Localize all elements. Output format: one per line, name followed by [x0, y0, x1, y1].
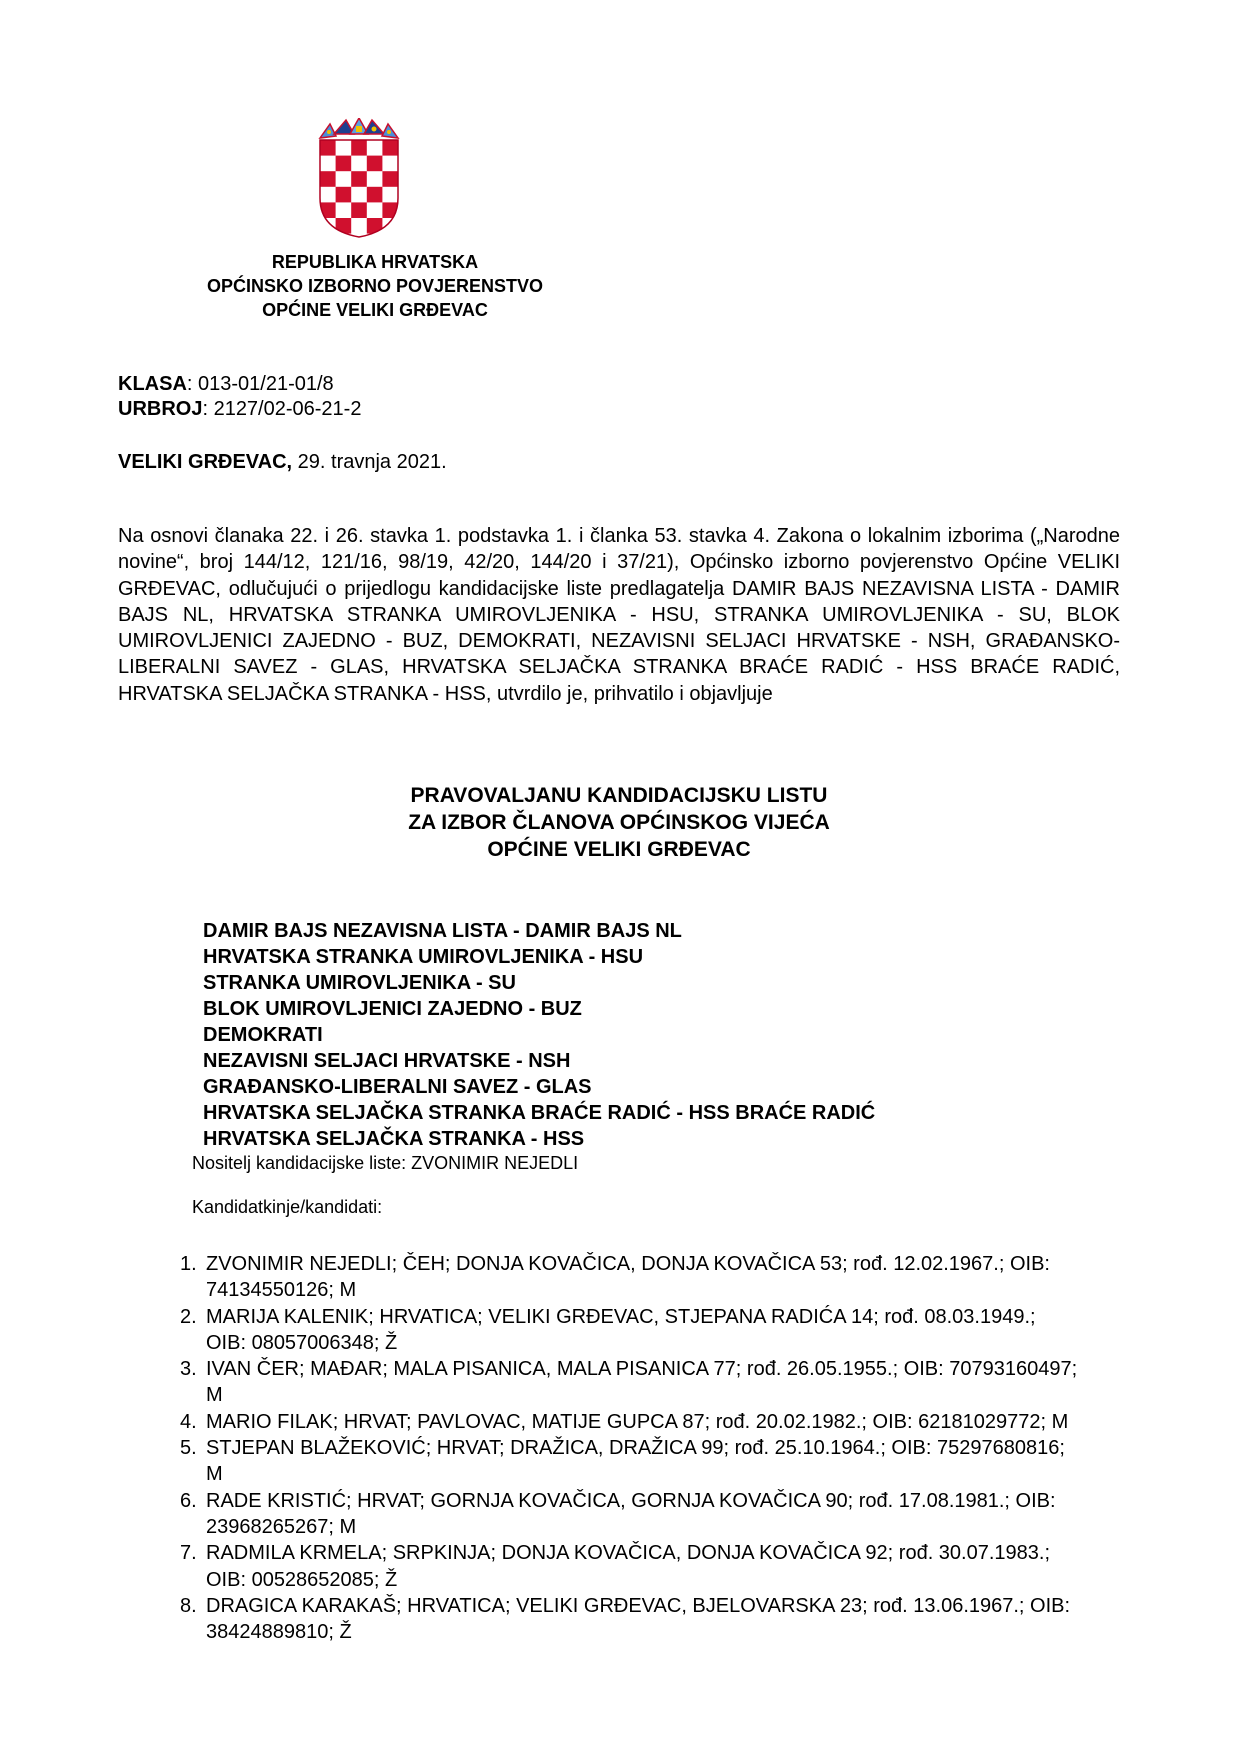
candidate-details: MARIJA KALENIK; HRVATICA; VELIKI GRĐEVAC, STJEPANA RADIĆA 14; rođ. 08.03.1949.; OIB: 08057006348; Ž	[206, 1305, 1036, 1354]
candidate-item	[180, 1409, 1080, 1435]
urbroj-value: : 2127/02-06-21-2	[202, 398, 362, 420]
title-line-1: PRAVOVALJANU KANDIDACIJSKU LISTU	[410, 784, 828, 807]
candidate-number: 2.	[180, 1305, 197, 1328]
candidate-details: DRAGICA KARAKAŠ; HRVATICA; VELIKI GRĐEVAC, BJELOVARSKA 23; rođ. 13.06.1967.; OIB: 38424889810; Ž	[206, 1594, 1071, 1644]
klasa-value: : 013-01/21-01/8	[186, 373, 334, 395]
candidate-item	[180, 1593, 1080, 1646]
candidate-details: ZVONIMIR NEJEDLI; ČEH; DONJA KOVAČICA, DONJA KOVAČICA 53; rođ. 12.02.1967.; OIB: 74134550126; M	[206, 1253, 1050, 1302]
candidate-number: 7.	[180, 1542, 197, 1565]
candidate-item	[180, 1435, 1080, 1488]
decision-title	[118, 782, 1120, 863]
urbroj-line	[118, 397, 361, 422]
candidate-number: 1.	[180, 1253, 197, 1275]
party-item: HRVATSKA STRANKA UMIROVLJENIKA - HSU	[203, 946, 644, 968]
party-list	[203, 918, 875, 1152]
candidate-number: 8.	[180, 1594, 197, 1617]
candidate-number: 6.	[180, 1489, 197, 1512]
candidate-details: STJEPAN BLAŽEKOVIĆ; HRVAT; DRAŽICA, DRAŽICA 99; rođ. 25.10.1964.; OIB: 75297680816; M	[206, 1437, 1065, 1486]
klasa-line	[118, 372, 361, 397]
intro-paragraph: Na osnovi članaka 22. i 26. stavka 1. podstavka 1. i članka 53. stavka 4. Zakona o lokalnim izborima („Narodne novine“, broj 144/12, 121/16, 98/19, 42/20, 144/20 i 37/21), Općinsko izborno povjerenstvo Općine VELIKI GRĐEVAC, odlučujući o prijedlogu kandidacijske liste predlagatelja DAMIR BAJS NEZAVISNA LISTA - DAMIR BAJS NL, HRVATSKA STRANKA UMIROVLJENIKA - HSU, STRANKA UMIROVLJENIKA - SU, BLOK UMIROVLJENICI ZAJEDNO - BUZ, DEMOKRATI, NEZAVISNI SELJACI HRVATSKE - NSH, GRAĐANSKO-LIBERALNI SAVEZ - GLAS, HRVATSKA SELJAČKA STRANKA BRAĆE RADIĆ - HSS BRAĆE RADIĆ, HRVATSKA SELJAČKA STRANKA - HSS, utvrdilo je, prihvatilo i objavljuje	[118, 525, 1120, 705]
candidate-details: MARIO FILAK; HRVAT; PAVLOVAC, MATIJE GUPCA 87; rođ. 20.02.1982.; OIB: 62181029772; M	[206, 1410, 1069, 1433]
candidate-number: 3.	[180, 1358, 197, 1381]
party-item: NEZAVISNI SELJACI HRVATSKE - NSH	[203, 1050, 571, 1072]
party-item: HRVATSKA SELJAČKA STRANKA BRAĆE RADIĆ - HSS BRAĆE RADIĆ	[203, 1102, 876, 1124]
date-place: VELIKI GRĐEVAC,	[118, 451, 293, 473]
candidate-item	[180, 1488, 1080, 1541]
header-line-3: OPĆINE VELIKI GRĐEVAC	[262, 300, 488, 320]
party-item: DAMIR BAJS NEZAVISNA LISTA - DAMIR BAJS NL	[203, 920, 682, 942]
candidate-details: RADE KRISTIĆ; HRVAT; GORNJA KOVAČICA, GORNJA KOVAČICA 90; rođ. 17.08.1981.; OIB: 23968265267; M	[206, 1489, 1056, 1538]
candidate-list	[180, 1251, 1080, 1645]
candidate-details: IVAN ČER; MAĐAR; MALA PISANICA, MALA PISANICA 77; rođ. 26.05.1955.; OIB: 70793160497; M	[206, 1358, 1078, 1407]
klasa-label: KLASA	[118, 373, 187, 395]
party-item: DEMOKRATI	[203, 1024, 323, 1046]
title-line-3: OPĆINE VELIKI GRĐEVAC	[487, 838, 751, 861]
candidate-details: RADMILA KRMELA; SRPKINJA; DONJA KOVAČICA, DONJA KOVAČICA 92; rođ. 30.07.1983.; OIB: 00528652085; Ž	[206, 1542, 1051, 1591]
header-line-2: OPĆINSKO IZBORNO POVJERENSTVO	[206, 276, 544, 296]
candidate-item	[180, 1356, 1080, 1409]
candidates-label: Kandidatkinje/kandidati:	[192, 1197, 383, 1217]
candidate-item	[180, 1251, 1080, 1304]
party-item: STRANKA UMIROVLJENIKA - SU	[203, 972, 516, 994]
coat-of-arms	[318, 118, 400, 238]
institution-header	[140, 250, 610, 322]
candidate-number: 5.	[180, 1437, 197, 1460]
document-date	[118, 450, 447, 475]
title-line-2: ZA IZBOR ČLANOVA OPĆINSKOG VIJEĆA	[408, 811, 830, 834]
document-meta	[118, 372, 361, 422]
party-item: BLOK UMIROVLJENICI ZAJEDNO - BUZ	[203, 998, 582, 1020]
header-line-1: REPUBLIKA HRVATSKA	[271, 252, 479, 272]
party-item: GRAĐANSKO-LIBERALNI SAVEZ - GLAS	[203, 1076, 592, 1098]
date-value: 29. travnja 2021.	[292, 451, 447, 473]
candidate-item	[180, 1540, 1080, 1593]
list-holder: Nositelj kandidacijske liste: ZVONIMIR NEJEDLI	[192, 1153, 579, 1173]
candidate-item	[180, 1304, 1080, 1357]
party-item: HRVATSKA SELJAČKA STRANKA - HSS	[203, 1128, 585, 1150]
urbroj-label: URBROJ	[118, 398, 203, 420]
candidate-number: 4.	[180, 1410, 197, 1433]
